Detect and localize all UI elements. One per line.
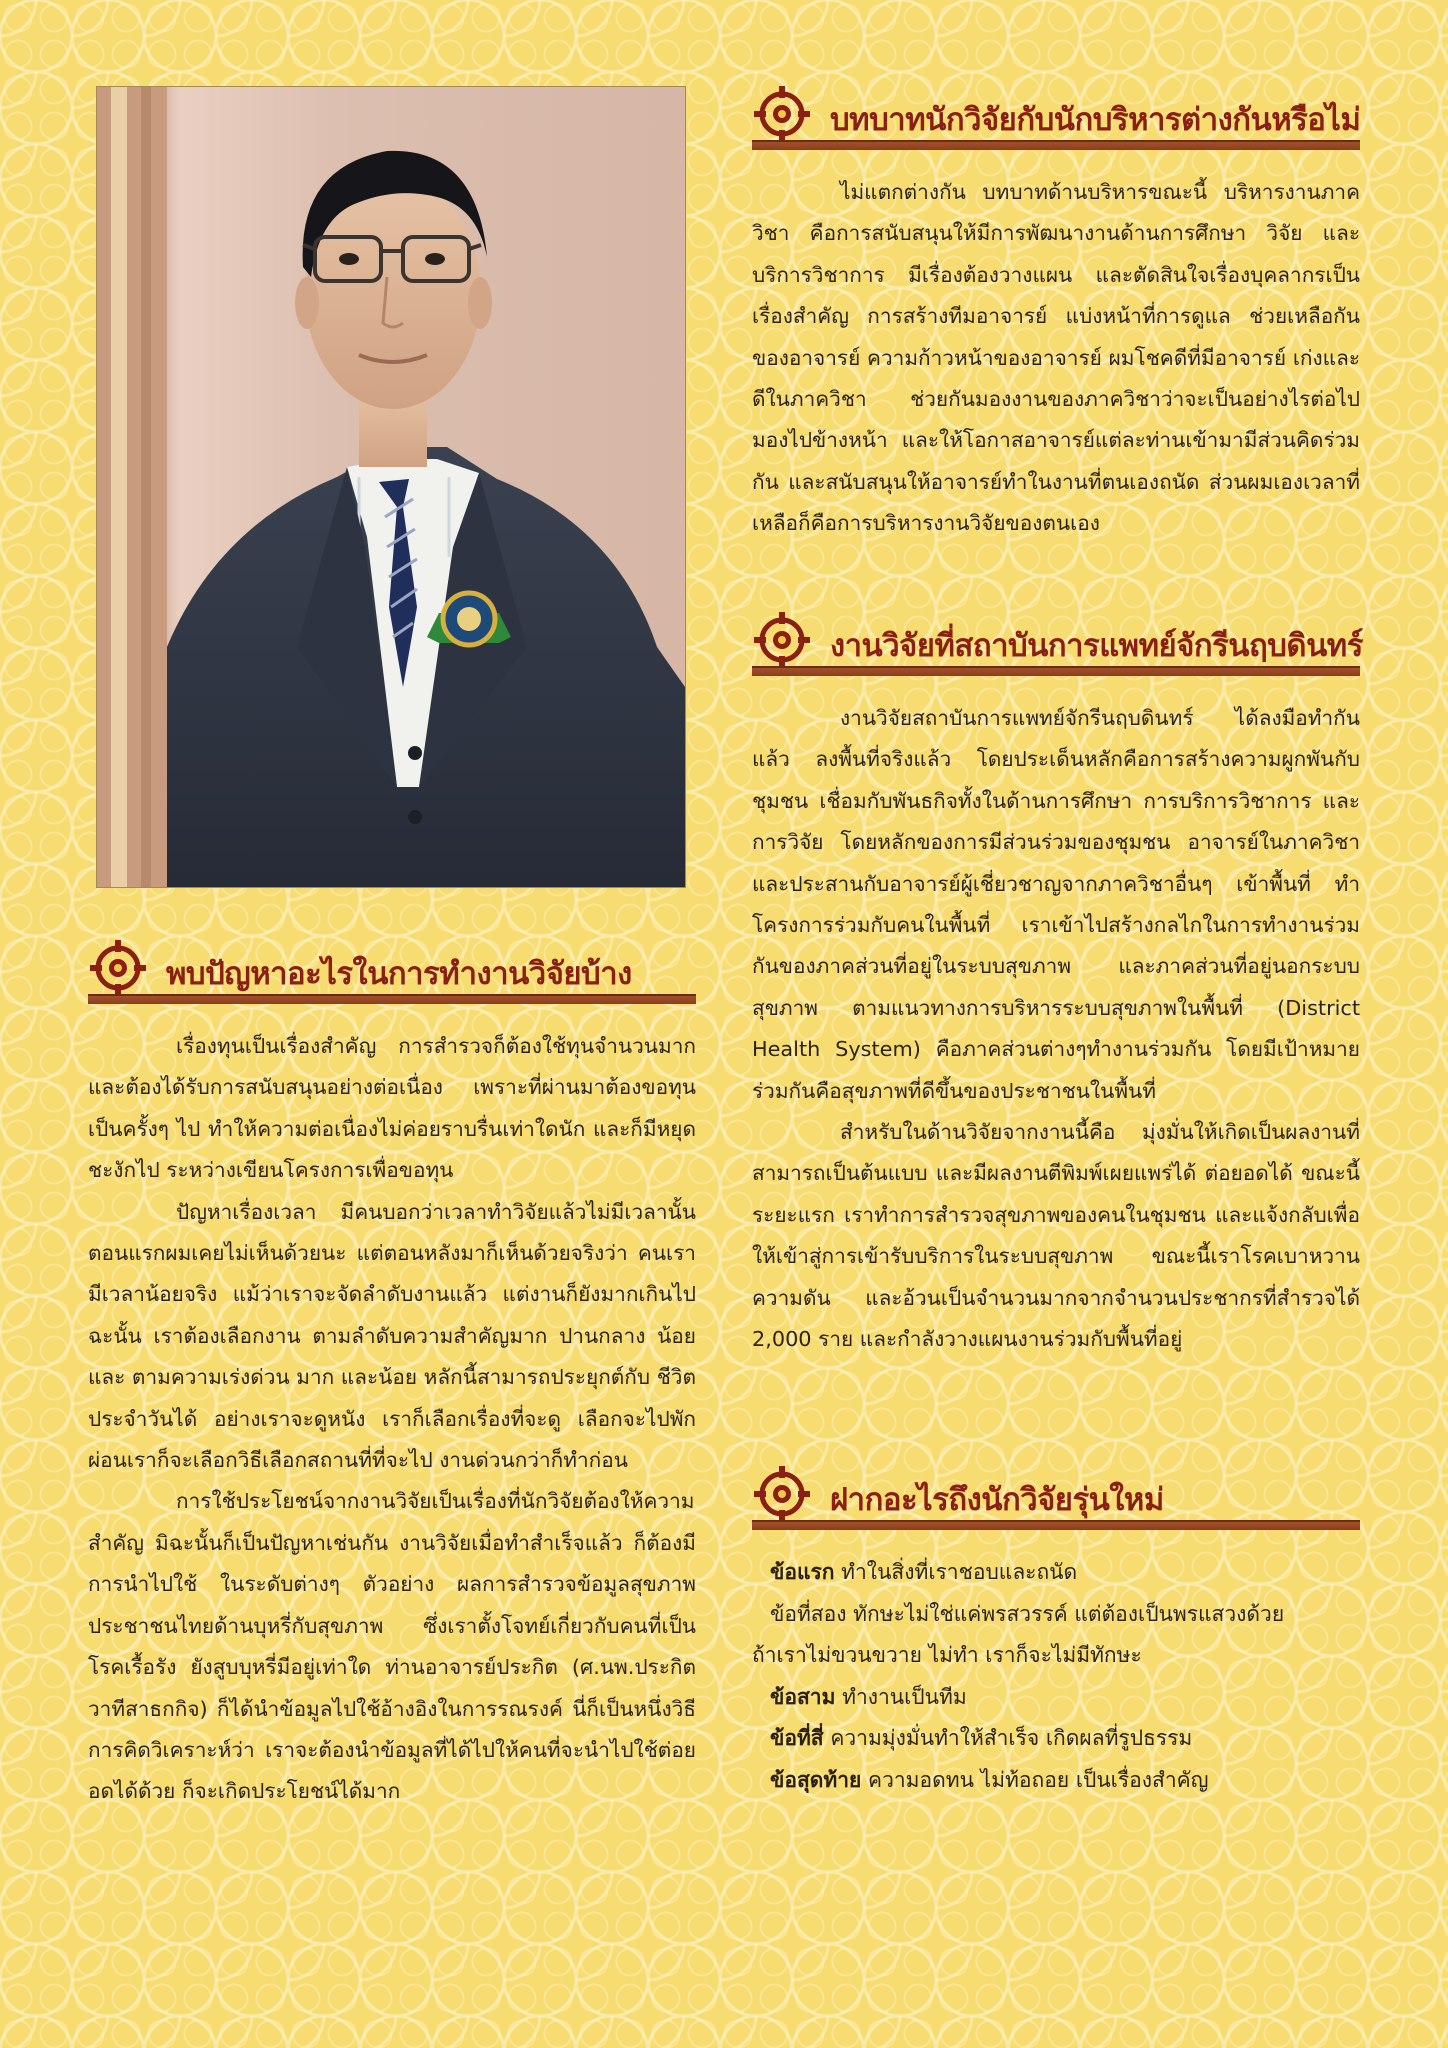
target-icon bbox=[752, 86, 812, 146]
section-heading-problems bbox=[88, 940, 696, 1004]
advice-item: ข้อสาม ทำงานเป็นทีม bbox=[770, 1684, 967, 1709]
target-icon bbox=[752, 1466, 812, 1526]
advice-item: ข้อแรก ทำในสิ่งที่เราชอบและถนัด bbox=[770, 1560, 1078, 1584]
section-heading-institute bbox=[752, 612, 1363, 676]
section-body-problems bbox=[88, 1026, 696, 1813]
advice-item: ข้อสุดท้าย ความอดทน ไม่ท้อถอย เป็นเรื่องสำคัญ bbox=[770, 1767, 1209, 1792]
paragraph: การใช้ประโยชน์จากงานวิจัยเป็นเรื่องที่นักวิจัยต้องให้ความสำคัญ มิฉะนั้นก็เป็นปัญหาเช่นกัน งานวิจัยเมื่อทำสำเร็จแล้ว ก็ต้องมีการนำไปใช้ ในระดับต่างๆ ตัวอย่าง ผลการสำรวจข้อมูลสุขภาพประชาชนไทยด้านบุหรี่กับสุขภาพ ซึ่งเราตั้งโจทย์เกี่ยวกับคนที่เป็นโรคเรื้อรัง ยังสูบบุหรี่มีอยู่เท่าใด ท่านอาจารย์ประกิต (ศ.นพ.ประกิต วาทีสาธกกิจ) ก็ได้นำข้อมูลไปใช้อ้างอิงในการรณรงค์ นี่ก็เป็นหนึ่งวิธีการคิดวิเคราะห์ว่า เราจะต้องนำข้อมูลที่ได้ไปให้คนที่จะนำไปใช้ต่อยอดได้ด้วย ก็จะเกิดประโยชน์ได้มาก bbox=[88, 1489, 696, 1804]
section-rule bbox=[88, 994, 696, 1004]
section-rule bbox=[752, 140, 1360, 150]
advice-item: ข้อที่สอง ทักษะไม่ใช่แค่พรสวรรค์ แต่ต้องเป็นพรแสวงด้วย bbox=[770, 1601, 1285, 1626]
section-body-institute bbox=[752, 698, 1360, 1361]
paragraph: สำหรับในด้านวิจัยจากงานนี้คือ มุ่งมั่นให้เกิดเป็นผลงานที่สามารถเป็นต้นแบบ และมีผลงานตีพิมพ์เผยแพร่ได้ ต่อยอดได้ ขณะนี้ระยะแรก เราทำการสำรวจสุขภาพของคนในชุมชน และแจ้งกลับเพื่อให้เข้าสู่การเข้ารับบริการในระบบสุขภาพ ขณะนี้เราโรคเบาหวาน ความดัน และอ้วนเป็นจำนวนมากจากจำนวนประชากรที่สำรวจได้ 2,000 ราย และกำลังวางแผนงานร่วมกับพื้นที่อยู่ bbox=[752, 1120, 1360, 1352]
section-title: ฝากอะไรถึงนักวิจัยรุ่นใหม่ bbox=[830, 1482, 1164, 1518]
section-title: บทบาทนักวิจัยกับนักบริหารต่างกันหรือไม่ bbox=[830, 102, 1361, 138]
section-heading-role bbox=[752, 86, 1360, 150]
target-icon bbox=[88, 940, 148, 1000]
advice-item: ถ้าเราไม่ขวนขวาย ไม่ทำ เราก็จะไม่มีทักษะ bbox=[752, 1643, 1142, 1667]
paragraph: งานวิจัยสถาบันการแพทย์จักรีนฤบดินทร์ ได้ลงมือทำกันแล้ว ลงพื้นที่จริงแล้ว โดยประเด็นหลักคือการสร้างความผูกพันกับชุมชน เชื่อมกับพันธกิจทั้งในด้านการศึกษา การบริการวิชาการ และการวิจัย โดยหลักของการมีส่วนร่วมของชุมชน อาจารย์ในภาควิชาและประสานกับอาจารย์ผู้เชี่ยวชาญจากภาควิชาอื่นๆ เข้าพื้นที่ ทำโครงการร่วมกับคนในพื้นที่ เราเข้าไปสร้างกลไกในการทำงานร่วมกันของภาคส่วนที่อยู่ในระบบสุขภาพ และภาคส่วนที่อยู่นอกระบบสุขภาพ ตามแนวทางการบริหารระบบสุขภาพในพื้นที่ (District Health System) คือภาคส่วนต่างๆทำงานร่วมกัน โดยมีเป้าหมายร่วมกันคือสุขภาพที่ดีขึ้นของประชาชนในพื้นที่ bbox=[752, 706, 1360, 1103]
section-rule bbox=[752, 666, 1360, 676]
section-body-role bbox=[752, 172, 1360, 545]
section-rule bbox=[752, 1520, 1360, 1530]
advice-item: ข้อที่สี่ ความมุ่งมั่นทำให้สำเร็จ เกิดผลที่รูปธรรม bbox=[770, 1726, 1193, 1750]
section-heading-advice bbox=[752, 1466, 1360, 1530]
portrait-photo bbox=[96, 86, 686, 888]
target-icon bbox=[752, 612, 812, 672]
section-title: งานวิจัยที่สถาบันการแพทย์จักรีนฤบดินทร์ bbox=[830, 628, 1363, 664]
section-title: พบปัญหาอะไรในการทำงานวิจัยบ้าง bbox=[166, 956, 632, 992]
advice-list bbox=[752, 1552, 1360, 1801]
paragraph: ไม่แตกต่างกัน บทบาทด้านบริหารขณะนี้ บริหารงานภาควิชา คือการสนับสนุนให้มีการพัฒนางานด้านการศึกษา วิจัย และบริการวิชาการ มีเรื่องต้องวางแผน และตัดสินใจเรื่องบุคลากรเป็นเรื่องสำคัญ การสร้างทีมอาจารย์ แบ่งหน้าที่การดูแล ช่วยเหลือกันของอาจารย์ ความก้าวหน้าของอาจารย์ ผมโชคดีที่มีอาจารย์ เก่งและดีในภาควิชา ช่วยกันมองงานของภาควิชาว่าจะเป็นอย่างไรต่อไป มองไปข้างหน้า และให้โอกาสอาจารย์แต่ละท่านเข้ามามีส่วนคิดร่วมกัน และสนับสนุนให้อาจารย์ทำในงานที่ตนเองถนัด ส่วนผมเองเวลาที่เหลือก็คือการบริหารงานวิจัยของตนเอง bbox=[752, 180, 1360, 536]
paragraph: เรื่องทุนเป็นเรื่องสำคัญ การสำรวจก็ต้องใช้ทุนจำนวนมาก และต้องได้รับการสนับสนุนอย่างต่อเนื่อง เพราะที่ผ่านมาต้องขอทุนเป็นครั้งๆ ไป ทำให้ความต่อเนื่องไม่ค่อยราบรื่นเท่าใดนัก และก็มีหยุดชะงักไป ระหว่างเขียนโครงการเพื่อขอทุน bbox=[88, 1034, 696, 1183]
paragraph: ปัญหาเรื่องเวลา มีคนบอกว่าเวลาทำวิจัยแล้วไม่มีเวลานั้น ตอนแรกผมเคยไม่เห็นด้วยนะ แต่ตอนหลังมาก็เห็นด้วยจริงว่า คนเรามีเวลาน้อยจริง แม้ว่าเราจะจัดลำดับงานแล้ว แต่งานก็ยังมากเกินไป ฉะนั้น เราต้องเลือกงาน ตามลำดับความสำคัญมาก ปานกลาง น้อย และ ตามความเร่งด่วน มาก และน้อย หลักนี้สามารถประยุกต์กับ ชีวิตประจำวันได้ อย่างเราจะดูหนัง เราก็เลือกเรื่องที่จะดู เลือกจะไปพักผ่อนเราก็จะเลือกวิธีเลือกสถานที่ที่จะไป งานด่วนกว่าก็ทำก่อน bbox=[88, 1199, 696, 1473]
portrait-illustration bbox=[97, 87, 685, 887]
